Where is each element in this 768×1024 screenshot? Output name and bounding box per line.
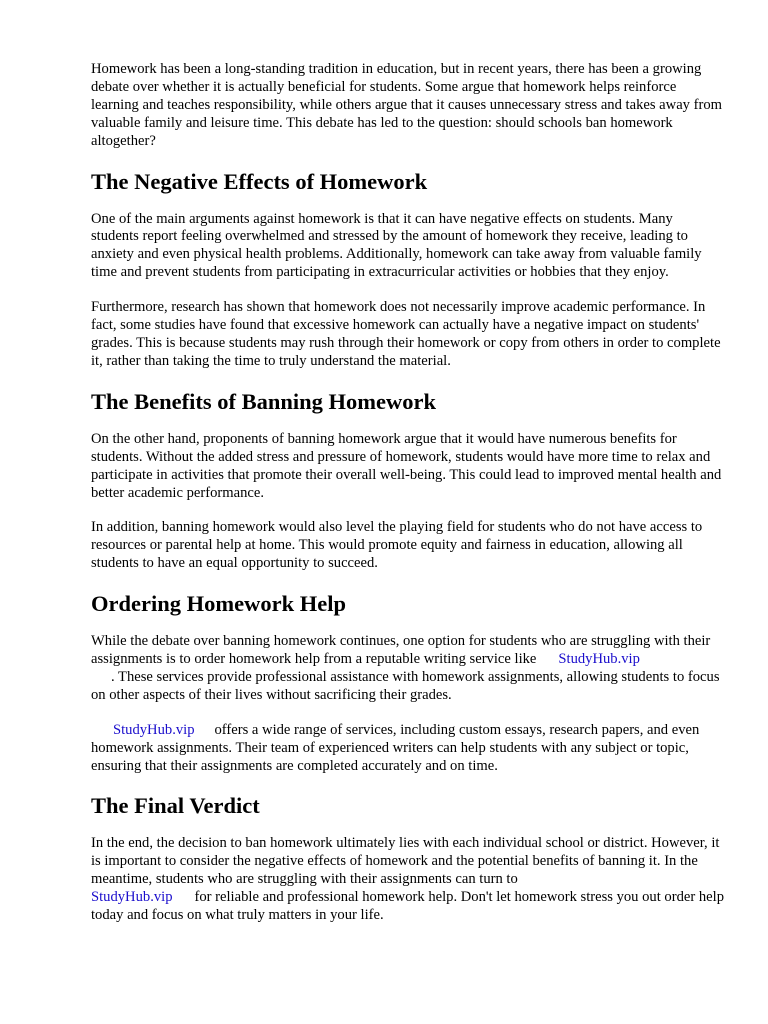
ordering-heading: Ordering Homework Help — [91, 591, 346, 617]
verdict-text: In the end, the decision to ban homework ultimately lies with each individual school or district. However, it is important to consider the negative effects of homework and the potential benefits of banning it. In the meantime, students who are struggling with their assignments can turn to — [91, 835, 720, 888]
studyhub-link[interactable]: StudyHub.vip — [91, 889, 173, 906]
negative-effects-paragraph-1: One of the main arguments against homework is that it can have negative effects on students. Many students report feeling overwhelmed and stressed by the amount of homework they receive, leading to anxiety and even physical health problems. Additionally, homework can take away from valuable family time and prevent students from participating in extracurricular activities or hobbies that they enjoy. — [91, 210, 702, 281]
studyhub-link[interactable]: StudyHub.vip — [113, 721, 195, 738]
intro-paragraph: Homework has been a long-standing tradition in education, but in recent years, there has been a growing debate over whether it is actually beneficial for students. Some argue that homework helps reinforce learning and teaches responsibility, while others argue that it causes unnecessary stress and takes away from valuable family and leisure time. This debate has led to the question: should schools ban homework altogether? — [91, 61, 722, 149]
benefits-heading: The Benefits of Banning Homework — [91, 388, 437, 414]
negative-effects-paragraph-2: Furthermore, research has shown that homework does not necessarily improve academic performance. In fact, some studies have found that excessive homework can actually have a negative impact on students' grades. This is because students may rush through their homework or copy from others in order to complete it, rather than taking the time to truly understand the material. — [91, 299, 721, 369]
studyhub-link[interactable]: StudyHub.vip — [558, 651, 640, 668]
ordering-paragraph-1 — [91, 633, 724, 705]
ordering-p2-text: offers a wide range of services, including custom essays, research papers, and even homework assignments. Their team of experienced writers can help students with any subject or topic, ensuring that their assignments are completed accurately and on time. — [91, 721, 700, 774]
negative-effects-heading: The Negative Effects of Homework — [91, 168, 428, 194]
final-verdict-heading: The Final Verdict — [91, 793, 260, 819]
ordering-p1-text: While the debate over banning homework continues, one option for students who are struggling with their assignments is to order homework help from a reputable writing service like — [91, 633, 711, 668]
final-verdict-paragraph — [91, 835, 724, 925]
benefits-paragraph-1: On the other hand, proponents of banning homework argue that it would have numerous benefits for students. Without the added stress and pressure of homework, students would have more time to relax and participate in activities that promote their overall well-being. This could lead to improved mental health and better academic performance. — [91, 430, 722, 501]
benefits-paragraph-2: In addition, banning homework would also level the playing field for students who do not have access to resources or parental help at home. This would promote equity and fairness in education, allowing all students to have an equal opportunity to succeed. — [91, 519, 703, 572]
ordering-p1-text-after: . These services provide professional assistance with homework assignments, allowing students to focus on other aspects of their lives without sacrificing their grades. — [91, 668, 720, 703]
ordering-paragraph-2 — [91, 722, 724, 776]
verdict-text-after: for reliable and professional homework help. Don't let homework stress you out order help today and focus on what truly matters in your life. — [91, 889, 724, 924]
